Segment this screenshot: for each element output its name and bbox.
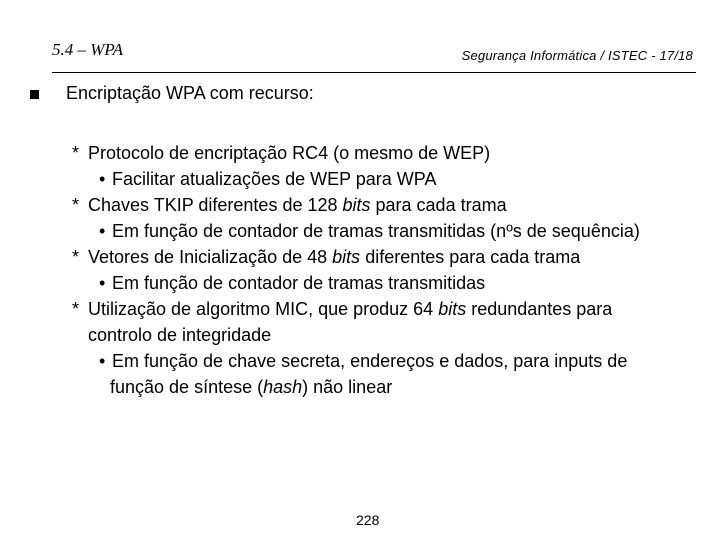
item-text-pre: Chaves TKIP diferentes de 128 <box>88 195 343 215</box>
bullet-list <box>72 140 712 400</box>
item-text-em: bits <box>438 299 467 319</box>
item-text: Facilitar atualizações de WEP para WPA <box>112 169 437 189</box>
list-item-continuation <box>72 322 712 348</box>
list-item <box>72 192 712 218</box>
item-text-post: para cada trama <box>370 195 507 215</box>
asterisk-marker: * <box>72 195 80 215</box>
item-text-post: ) não linear <box>302 377 393 397</box>
main-bullet-text: Encriptação WPA com recurso: <box>66 83 314 103</box>
list-item <box>72 270 712 296</box>
course-header: Segurança Informática / ISTEC - 17/18 <box>461 48 693 63</box>
bullet-dot-marker: • <box>99 169 106 189</box>
square-bullet-icon <box>30 90 39 99</box>
list-item <box>72 244 712 270</box>
item-text: Protocolo de encriptação RC4 (o mesmo de WEP) <box>88 143 491 163</box>
item-text: Em função de contador de tramas transmitidas (nºs de sequência) <box>112 221 640 241</box>
item-text: Em função de contador de tramas transmitidas <box>112 273 486 293</box>
list-item <box>72 166 712 192</box>
item-text-em: bits <box>332 247 361 267</box>
list-item <box>72 296 712 322</box>
list-item <box>72 140 712 166</box>
bullet-dot-marker: • <box>99 273 106 293</box>
bullet-dot-marker: • <box>99 351 106 371</box>
asterisk-marker: * <box>72 299 80 319</box>
list-item <box>72 218 712 244</box>
item-text: Em função de chave secreta, endereços e dados, para inputs de <box>112 351 628 371</box>
item-text-pre: função de síntese ( <box>110 377 264 397</box>
item-text-pre: Vetores de Inicialização de 48 <box>88 247 333 267</box>
slide-section-title: 5.4 – WPA <box>52 40 123 59</box>
asterisk-marker: * <box>72 247 80 267</box>
list-item-continuation <box>72 374 712 400</box>
item-text-post: diferentes para cada trama <box>360 247 581 267</box>
item-text: controlo de integridade <box>88 325 272 345</box>
asterisk-marker: * <box>72 143 80 163</box>
item-text-pre: Utilização de algoritmo MIC, que produz 64 <box>88 299 439 319</box>
header-rule <box>52 72 696 73</box>
item-text-post: redundantes para <box>466 299 613 319</box>
page-number: 228 <box>356 512 380 528</box>
item-text-em: bits <box>342 195 371 215</box>
bullet-dot-marker: • <box>99 221 106 241</box>
list-item <box>72 348 712 374</box>
item-text-em: hash <box>263 377 303 397</box>
